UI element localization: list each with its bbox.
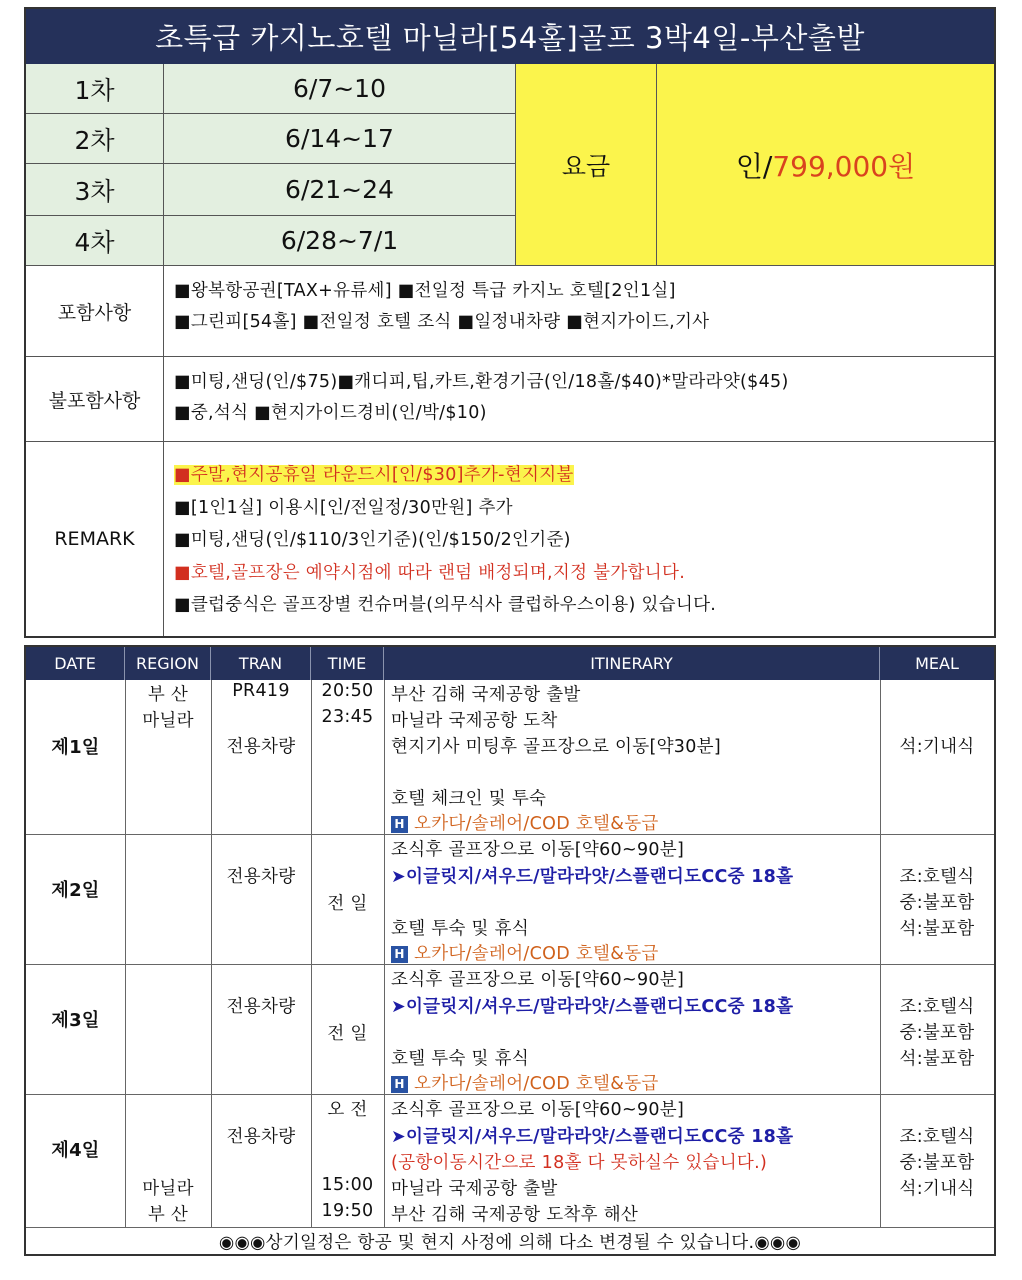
time-morning: 오 전 <box>327 1100 368 1120</box>
excluded-line: ■중,석식 ■현지가이드경비(인/박/$10) <box>174 403 487 423</box>
remark-line: ■미팅,샌딩(인/$110/3인기준)(인/$150/2인기준) <box>174 530 571 550</box>
itinerary-table <box>24 645 996 1256</box>
time-all-day: 전 일 <box>327 1024 368 1044</box>
hotel-icon: H <box>391 946 408 963</box>
itinerary-line: 호텔 투숙 및 휴식 <box>391 1049 530 1069</box>
round-dates: 6/28~7/1 <box>164 216 516 266</box>
golf-warning-line: (공항이동시간으로 18홀 다 못하실수 있습니다.) <box>391 1153 768 1173</box>
round-label: 1차 <box>26 64 164 114</box>
included-label: 포함사항 <box>26 266 164 357</box>
itinerary-line: 호텔 체크인 및 투숙 <box>391 789 547 809</box>
meal: 조:호텔식 <box>899 997 975 1017</box>
hotel-icon: H <box>391 816 408 833</box>
itinerary-line: 마닐라 국제공항 출발 <box>391 1179 558 1199</box>
column-divider <box>125 680 126 1227</box>
itinerary-line: 현지기사 미팅후 골프장으로 이동[약30분] <box>391 737 721 757</box>
header-time: TIME <box>311 647 384 680</box>
region-arrival: 부 산 <box>147 1205 189 1225</box>
column-divider <box>311 680 312 1227</box>
round-label: 4차 <box>26 216 164 266</box>
header-date: DATE <box>26 647 125 680</box>
remark-highlight-line: ■주말,현지공휴일 라운드시[인/$30]추가-현지지불 <box>174 465 574 485</box>
golf-course-line: ➤이글릿지/셔우드/말라라얏/스플랜디도CC중 18홀 <box>391 867 794 887</box>
itinerary-line: 조식후 골프장으로 이동[약60~90분] <box>391 840 685 860</box>
remark-line: ■[1인1실] 이용시[인/전일정/30만원] 추가 <box>174 497 513 518</box>
hotel-name: 오카다/솔레어/COD 호텔&동급 <box>414 1074 659 1094</box>
flight-number: PR419 <box>232 681 290 701</box>
meal: 중:불포함 <box>899 1023 975 1043</box>
day-label: 제3일 <box>51 1010 100 1031</box>
excluded-line: ■미팅,샌딩(인/$75)■캐디피,팁,카트,환경기금(인/18홀/$40)*말라라얏($45) <box>174 372 789 392</box>
meal: 조:호텔식 <box>899 867 975 887</box>
itinerary-line: 호텔 투숙 및 휴식 <box>391 919 530 939</box>
round-label: 2차 <box>26 114 164 164</box>
price-value <box>657 64 994 266</box>
itinerary-line: 마닐라 국제공항 도착 <box>391 711 558 731</box>
meal: 석:불포함 <box>899 919 975 939</box>
round-dates: 6/7~10 <box>164 64 516 114</box>
itinerary-line: 조식후 골프장으로 이동[약60~90분] <box>391 970 685 990</box>
price-prefix: 인/ <box>735 149 773 183</box>
day-label: 제1일 <box>51 737 100 758</box>
hotel-line <box>391 1070 659 1095</box>
golf-course-line: ➤이글릿지/셔우드/말라라얏/스플랜디도CC중 18홀 <box>391 1127 794 1147</box>
package-info-table <box>24 7 996 638</box>
transport: 전용차량 <box>226 867 296 887</box>
meal: 조:호텔식 <box>899 1127 975 1147</box>
remark-label: REMARK <box>26 442 164 636</box>
header-region: REGION <box>125 647 211 680</box>
region-departure: 부 산 <box>147 685 189 705</box>
meal: 중:불포함 <box>899 893 975 913</box>
round-dates: 6/21~24 <box>164 164 516 216</box>
transport: 전용차량 <box>226 1127 296 1147</box>
header-meal: MEAL <box>880 647 994 680</box>
time-departure: 20:50 <box>321 681 374 701</box>
meal: 석:기내식 <box>899 737 975 757</box>
transport: 전용차량 <box>226 737 296 757</box>
schedule-change-note: ◉◉◉상기일정은 항공 및 현지 사정에 의해 다소 변경될 수 있습니다.◉◉◉ <box>26 1227 994 1254</box>
included-details <box>164 266 994 357</box>
itinerary-line: 부산 김해 국제공항 출발 <box>391 685 581 705</box>
hotel-line <box>391 940 659 965</box>
price-label: 요금 <box>516 64 657 266</box>
included-line: ■왕복항공권[TAX+유류세] ■전일정 특급 카지노 호텔[2인1실] <box>174 281 676 301</box>
included-line: ■그린피[54홀] ■전일정 호텔 조식 ■일정내차량 ■현지가이드,기사 <box>174 312 710 332</box>
hotel-name: 오카다/솔레어/COD 호텔&동급 <box>414 944 659 964</box>
time-departure: 15:00 <box>321 1175 374 1195</box>
day-label: 제4일 <box>51 1140 100 1161</box>
price-amount: 799,000원 <box>772 149 916 183</box>
meal: 석:기내식 <box>899 1179 975 1199</box>
region-departure: 마닐라 <box>142 1179 194 1199</box>
region-arrival: 마닐라 <box>142 711 194 731</box>
remark-line: ■클럽중식은 골프장별 컨슈머블(의무식사 클럽하우스이용) 있습니다. <box>174 595 717 615</box>
meal: 석:불포함 <box>899 1049 975 1069</box>
time-all-day: 전 일 <box>327 894 368 914</box>
round-label: 3차 <box>26 164 164 216</box>
golf-course-line: ➤이글릿지/셔우드/말라라얏/스플랜디도CC중 18홀 <box>391 997 794 1017</box>
column-divider <box>384 680 385 1227</box>
time-arrival: 23:45 <box>321 707 374 727</box>
excluded-details <box>164 357 994 442</box>
itinerary-line: 조식후 골프장으로 이동[약60~90분] <box>391 1100 685 1120</box>
transport: 전용차량 <box>226 997 296 1017</box>
remark-details <box>164 442 994 636</box>
header-itinerary: ITINERARY <box>384 647 880 680</box>
package-title: 초특급 카지노호텔 마닐라[54홀]골프 3박4일-부산출발 <box>26 9 994 64</box>
hotel-line <box>391 810 659 835</box>
itinerary-line: 부산 김해 국제공항 도착후 해산 <box>391 1205 639 1225</box>
day-label: 제2일 <box>51 880 100 901</box>
round-dates: 6/14~17 <box>164 114 516 164</box>
excluded-label: 불포함사항 <box>26 357 164 442</box>
hotel-icon: H <box>391 1076 408 1093</box>
meal: 중:불포함 <box>899 1153 975 1173</box>
header-tran: TRAN <box>211 647 311 680</box>
hotel-name: 오카다/솔레어/COD 호텔&동급 <box>414 814 659 834</box>
remark-warning-line: ■호텔,골프장은 예약시점에 따라 랜덤 배정되며,지정 불가합니다. <box>174 562 686 583</box>
time-arrival: 19:50 <box>321 1201 374 1221</box>
